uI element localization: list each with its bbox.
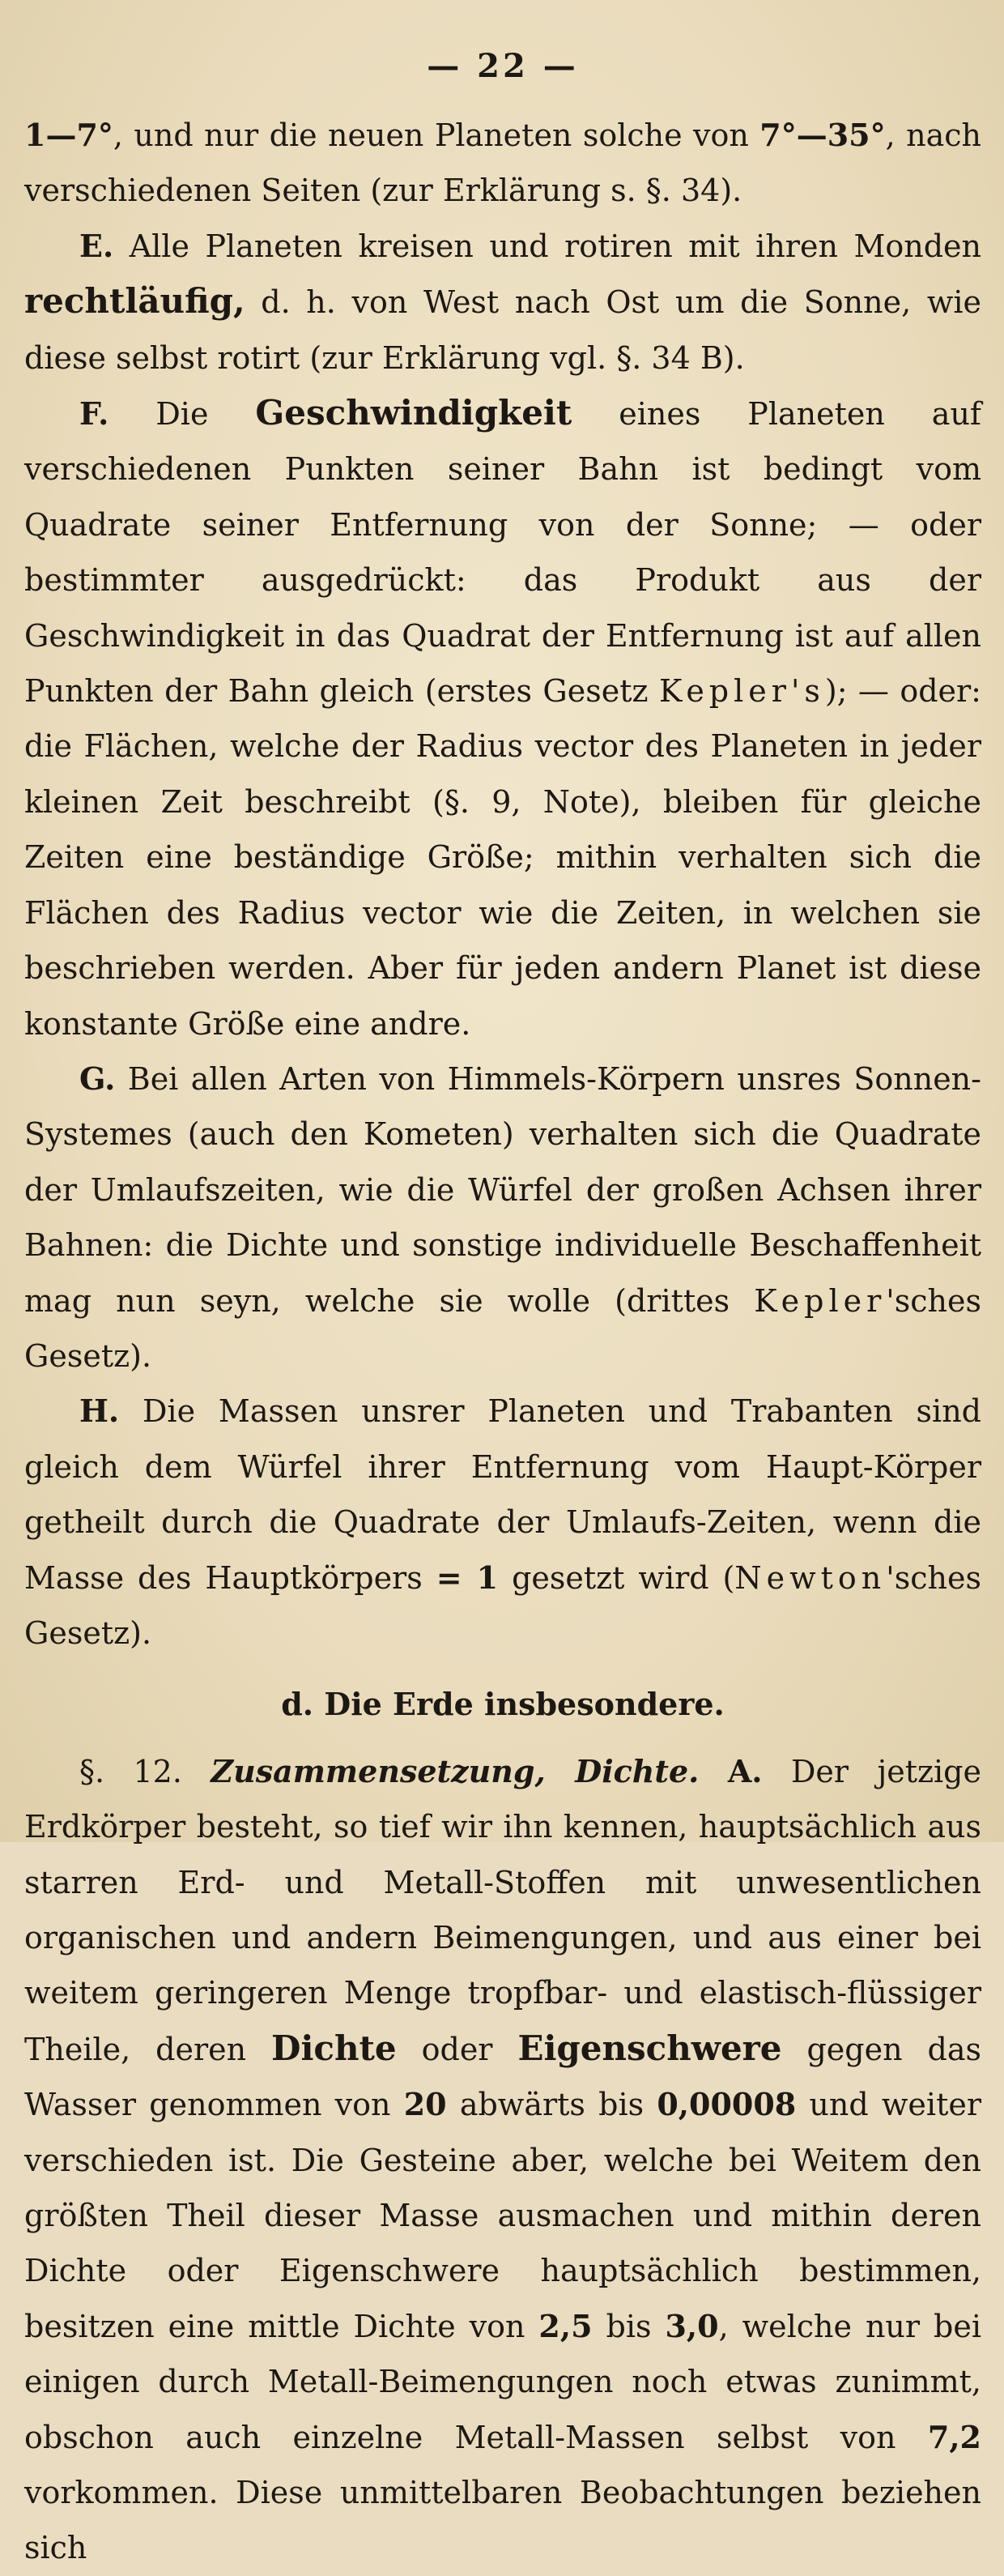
name-kepler: Kepler's [658, 673, 825, 710]
paragraph-label: H. [79, 1392, 120, 1430]
number-value: 0,00008 [657, 2086, 797, 2123]
section-number: §. 12. [79, 1753, 182, 1789]
text: gesetzt wird ( [498, 1559, 735, 1596]
paragraph-12 [24, 1744, 981, 2576]
angle-range-1: 1—7° [24, 117, 113, 153]
text: d. h. von West nach Ost um die Sonne, wie diese selbst rotirt (zur Erklärung vgl. §. 34 B). [24, 284, 981, 376]
text: oder [396, 2031, 518, 2067]
text: und weiter verschieden ist. Die Gesteine aber, welche bei Weitem den größten Theil dieser Masse ausmachen und mithin deren Dichte oder Eigenschwere hauptsächlich bestimmen, besitzen eine mittle Dichte von [24, 2087, 981, 2344]
paragraph-label: F. [79, 395, 109, 433]
number-value: 3,0 [665, 2307, 719, 2344]
angle-range-2: 7°—35° [759, 117, 886, 153]
number-value: 7,2 [927, 2418, 981, 2455]
term-eigenschwere: Eigenschwere [517, 2028, 782, 2068]
text: , welche nur bei einigen durch Metall-Beimengungen noch etwas zunimmt, obschon auch einzelne Metall-Massen selbst von [24, 2308, 981, 2455]
text: bis [592, 2308, 666, 2344]
text: 'sches Gesetz). [24, 1559, 981, 1651]
section-title: Zusammensetzung, Dichte. [211, 1752, 700, 1789]
name-newton: Newton [734, 1559, 887, 1596]
term-dichte: Dichte [271, 2028, 397, 2068]
paragraph-g [24, 1051, 981, 1384]
text: , und nur die neuen Planeten solche von [113, 117, 760, 153]
number-value: 20 [403, 2086, 447, 2123]
text: , nach verschiedenen Seiten (zur Erklärung s. §. 34). [24, 117, 981, 209]
paragraph-label: A. [727, 1752, 763, 1789]
text: eines Planeten auf verschiedenen Punkten seiner Bahn ist bedingt vom Quadrate seiner Entfernung von der Sonne; — oder bestimmter ausgedrückt: das Produkt aus der Geschwindigkeit in das Quadrat der Entfernung ist auf allen Punkten der Bahn gleich (erstes Gesetz [24, 396, 981, 710]
text: Die [108, 396, 256, 433]
page-number-header: — 22 — [427, 47, 579, 85]
paragraph-label: E. [79, 227, 114, 264]
paragraph-f [24, 386, 981, 1051]
text: 'sches Gesetz). [24, 1282, 981, 1374]
paragraph-e [24, 219, 981, 386]
term-geschwindigkeit: Geschwindigkeit [255, 393, 572, 433]
paragraph-label: G. [79, 1060, 116, 1097]
name-kepler: Kepler [754, 1282, 887, 1319]
paragraph-h [24, 1384, 981, 1661]
text: ); — oder: die Flächen, welche der Radius vector des Planeten in jeder kleinen Zeit beschreibt (§. 9, Note), bleiben für gleiche Zeiten eine beständige Größe; mithin verhalten sich die Flächen des Radius vector wie die Zeiten, in welchen sie beschrieben werden. Aber für jeden andern Planet ist diese konstante Größe eine andre. [24, 673, 981, 1042]
section-heading: d. Die Erde insbesondere. [281, 1686, 725, 1723]
term-rechtlaeufig: rechtläufig, [24, 281, 245, 322]
equation-equals-one: = 1 [436, 1559, 499, 1596]
text: Der jetzige Erdkörper besteht, so tief wir ihn kennen, hauptsächlich aus starren Erd- und Metall-Stoffen mit unwesentlichen organischen und andern Beimengungen, und aus einer bei weitem geringeren Menge tropfbar- und elastisch-flüssiger Theile, deren [24, 1753, 981, 2067]
text: Die Massen unsrer Planeten und Trabanten sind gleich dem Würfel ihrer Entfernung vom Haupt-Körper getheilt durch die Quadrate der Umlaufs-Zeiten, wenn die Masse des Hauptkörpers [24, 1393, 981, 1596]
text: Alle Planeten kreisen und rotiren mit ihren Monden [113, 228, 981, 264]
number-value: 2,5 [538, 2307, 593, 2344]
paragraph-c-continued [24, 108, 981, 219]
text: gegen das Wasser genommen von [24, 2031, 982, 2123]
text: Bei allen Arten von Himmels-Körpern unsres Sonnen-Systemes (auch den Kometen) verhalten sich die Quadrate der Umlaufszeiten, wie die Würfel der großen Achsen ihrer Bahnen: die Dichte und sonstige individuelle Beschaffenheit mag nun seyn, welche sie wolle (drittes [24, 1060, 981, 1319]
text: abwärts bis [446, 2087, 657, 2123]
text: vorkommen. Diese unmittelbaren Beobachtungen beziehen sich [24, 2475, 981, 2566]
